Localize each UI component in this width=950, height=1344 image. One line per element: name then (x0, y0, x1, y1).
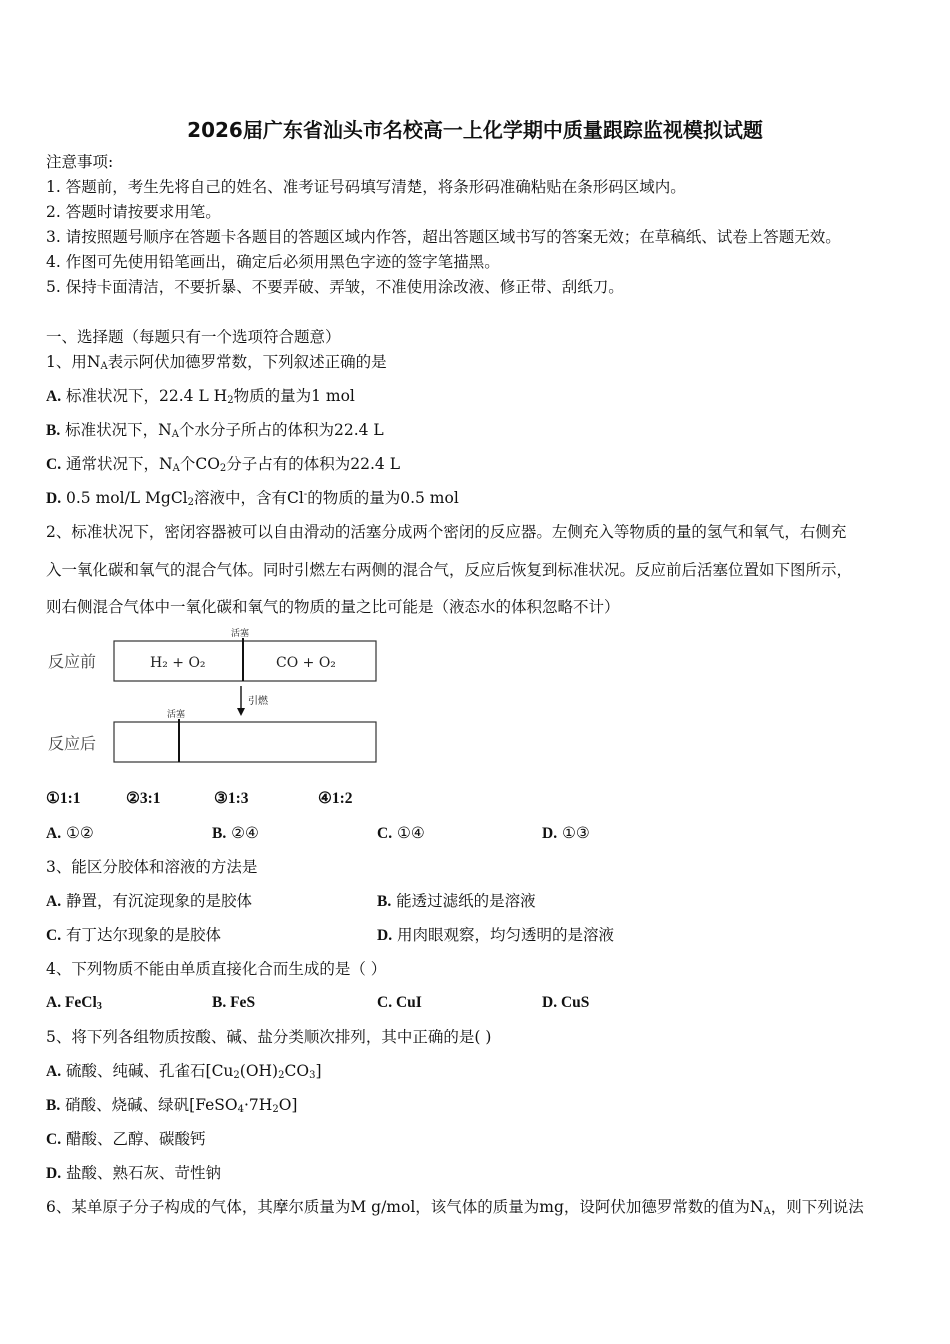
notice-item-3: 3. 请按照题号顺序在答题卡各题目的答题区域内作答，超出答题区域书写的答案无效；在草稿纸、试卷上答题无效。 (46, 228, 841, 246)
left-gas-label: H₂ + O₂ (150, 655, 206, 671)
ratio-3: ③1:3 (214, 790, 249, 807)
question-4-option-c[interactable]: C. CuI (377, 994, 422, 1011)
question-2-stem-line-1: 2、标准状况下，密闭容器被可以自由滑动的活塞分成两个密闭的反应器。左侧充入等物质的量的氢气和氧气，右侧充 (46, 523, 847, 541)
question-3-option-b[interactable]: B. 能透过滤纸的是溶液 (377, 892, 536, 910)
question-2-option-b[interactable]: B. ②④ (212, 824, 259, 842)
question-1-option-c[interactable]: C. 通常状况下，$N_A$个$CO_2$分子占有的体积为22.4 L (46, 455, 401, 474)
question-2-stem-line-2: 入一氧化碳和氧气的混合气体。同时引燃左右两侧的混合气，反应后恢复到标准状况。反应前后活塞位置如下图所示， (46, 561, 853, 579)
question-5-option-d[interactable]: D. 盐酸、熟石灰、苛性钠 (46, 1164, 222, 1182)
question-3-option-c[interactable]: C. 有丁达尔现象的是胶体 (46, 926, 222, 944)
notice-item-1: 1. 答题前，考生先将自己的姓名、准考证号码填写清楚，将条形码准确粘贴在条形码区域内。 (46, 178, 686, 196)
question-2-stem-line-3: 则右侧混合气体中一氧化碳和氧气的物质的量之比可能是（液态水的体积忽略不计） (46, 598, 620, 616)
question-3-stem: 3、能区分胶体和溶液的方法是 (46, 858, 258, 876)
page-title: 2026届广东省汕头市名校高一上化学期中质量跟踪监视模拟试题 (187, 118, 763, 142)
ignite-arrow-head (237, 708, 245, 716)
notice-item-5: 5. 保持卡面清洁，不要折暴、不要弄破、弄皱，不准使用涂改液、修正带、刮纸刀。 (46, 278, 624, 296)
question-4-option-d[interactable]: D. CuS (542, 994, 590, 1011)
right-gas-label: CO + O₂ (276, 655, 336, 671)
before-label: 反应前 (48, 652, 97, 671)
question-6-stem: 6、某单原子分子构成的气体，其摩尔质量为M g/mol，该气体的质量为mg，设阿伏加德罗常数的值为$N_A$，则下列说法 (46, 1198, 864, 1217)
question-1-stem: 1、用$N_A$表示阿伏加德罗常数，下列叙述正确的是 (46, 353, 387, 372)
question-5-stem: 5、将下列各组物质按酸、碱、盐分类顺次排列，其中正确的是( ) (46, 1028, 492, 1046)
question-5-option-a[interactable]: A. 硫酸、纯碱、孔雀石$[Cu_2(OH)_2CO_3]$ (46, 1062, 322, 1081)
question-3-option-a[interactable]: A. 静置，有沉淀现象的是胶体 (46, 892, 253, 910)
ignite-label: 引燃 (248, 696, 268, 707)
question-5-option-b[interactable]: B. 硝酸、烧碱、绿矾$[FeSO_4\cdot 7H_2O]$ (46, 1096, 298, 1115)
question-1-option-b[interactable]: B. 标准状况下，$N_A$个水分子所占的体积为22.4 L (46, 421, 384, 440)
question-1-option-a[interactable]: A. 标准状况下，22.4 L $H_2$物质的量为1 mol (46, 387, 355, 406)
ratio-2: ②3:1 (126, 790, 161, 807)
question-2-option-c[interactable]: C. ①④ (377, 824, 425, 842)
question-4-option-a[interactable]: A. FeCl$_3$ (46, 994, 102, 1012)
ratio-4: ④1:2 (318, 790, 353, 807)
question-1-option-d[interactable]: D. 0.5 mol/L MgCl$_2$溶液中，含有Cl-的物质的量为0.5 mol (46, 489, 459, 508)
notice-item-4: 4. 作图可先使用铅笔画出，确定后必须用黑色字迹的签字笔描黑。 (46, 253, 500, 271)
question-4-option-b[interactable]: B. FeS (212, 994, 256, 1011)
question-4-stem: 4、下列物质不能由单质直接化合而生成的是（ ） (46, 960, 387, 978)
after-container (114, 722, 376, 762)
section-heading: 一、选择题（每题只有一个选项符合题意） (46, 328, 341, 346)
ratio-1: ①1:1 (46, 790, 81, 807)
piston-diagram (46, 624, 386, 770)
notice-heading: 注意事项: (46, 153, 114, 171)
notice-item-2: 2. 答题时请按要求用笔。 (46, 203, 221, 221)
question-3-option-d[interactable]: D. 用肉眼观察，均匀透明的是溶液 (377, 926, 615, 944)
after-label: 反应后 (48, 734, 97, 753)
after-piston-label: 活塞 (167, 710, 186, 720)
question-5-option-c[interactable]: C. 醋酸、乙醇、碳酸钙 (46, 1130, 206, 1148)
question-2-option-a[interactable]: A. ①② (46, 824, 94, 842)
question-2-option-d[interactable]: D. ①③ (542, 824, 590, 842)
before-piston-label: 活塞 (231, 629, 250, 639)
